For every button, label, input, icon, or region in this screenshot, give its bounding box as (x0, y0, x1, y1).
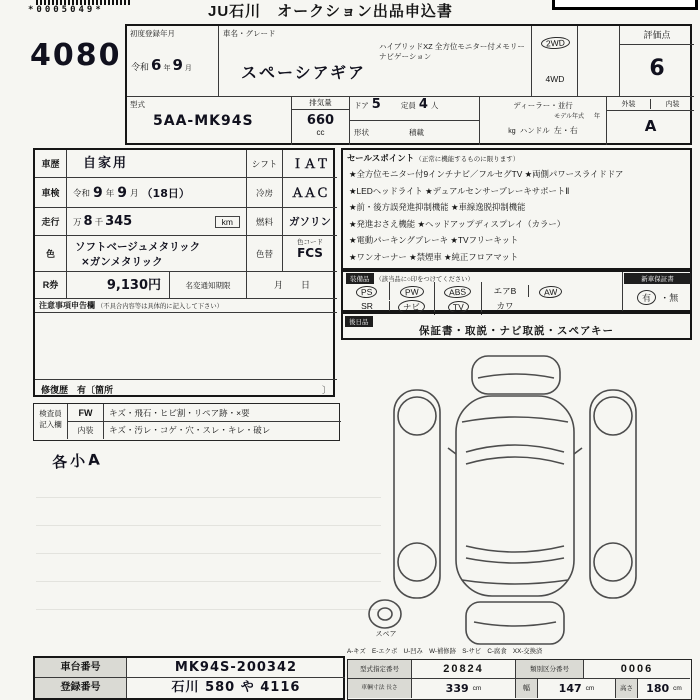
corner-box (552, 0, 698, 10)
handle-label: ハンドル (519, 126, 550, 135)
warranty-yes-selected: 有 (636, 290, 656, 306)
shape-label: 形状 (354, 128, 369, 137)
model-value: 5AA-MK94S (153, 113, 254, 129)
inspection-year-suffix: 年 (105, 187, 115, 198)
name-change-label: 名変通知期限 (170, 272, 247, 299)
equipment-label: 装備品 (346, 273, 374, 284)
chassis-label: 車台番号 (35, 658, 127, 678)
sales-point-item: ★発進おさえ機能 ★ヘッドアップディスプレイ（カラー） (349, 218, 566, 229)
notes-note: （不具合内容等は具体的に記入して下さい） (97, 303, 223, 310)
first-registration-cell (127, 26, 219, 97)
vehicle-info-table (33, 148, 335, 397)
width-unit: cm (585, 685, 595, 692)
mileage-man-value: 8 (83, 214, 93, 229)
mileage-value-cell (67, 208, 247, 236)
name-change-value: 月 日 (247, 272, 337, 299)
door-capacity-cell (350, 97, 480, 145)
top-table (125, 24, 692, 145)
capacity-value: 4 (418, 97, 428, 112)
color-code-cell (283, 236, 337, 272)
equipment-item-aw: AW (539, 285, 563, 298)
height-unit: cm (673, 685, 682, 692)
car-diagram (360, 350, 692, 648)
inspector-row2-text: キズ・汚レ・コゲ・穴・スレ・キレ・破レ (109, 425, 271, 435)
warranty-label: 新車保証書 (624, 273, 691, 284)
inspection-day: （18日） (141, 186, 190, 200)
sales-point-item: ★LEDヘッドライト ★デュアルセンサーブレーキサポートⅡ (349, 185, 570, 196)
door-value: 5 (371, 97, 381, 112)
mileage-label: 走行 (35, 208, 67, 236)
later-items-value: 保証書・取説・ナビ取説・スペアキー (418, 325, 615, 337)
mileage-man: 万 (73, 216, 82, 227)
registration-label: 登録番号 (35, 678, 127, 698)
inspection-month: 9 (117, 184, 128, 201)
sales-point-item: ★電動パーキングブレーキ ★TVフリーキット (349, 235, 519, 245)
front-view (472, 356, 560, 394)
model-label: 型式 (130, 100, 145, 109)
wheel (594, 543, 632, 581)
dealer-cell (480, 97, 607, 145)
first-registration-label: 初度登録年月 (130, 29, 175, 38)
handle-value: 左・右 (553, 126, 578, 135)
model-year-label: モデル年式 (554, 114, 584, 120)
color-change-label: 色替 (247, 236, 283, 272)
displacement-label: 排気量 (292, 97, 349, 110)
repair-history-close: 〕 (321, 385, 331, 395)
fuel-value: ガソリン (283, 208, 337, 236)
exterior-interior-cell (607, 97, 694, 145)
height-cell (638, 679, 690, 698)
repair-history-text: 修復歴 有〔箇所 (41, 385, 114, 395)
wheel (594, 397, 632, 435)
equipment-item-navi: ナビ (398, 299, 426, 314)
warranty-cell (622, 272, 692, 311)
year-suffix: 年 (163, 65, 171, 72)
type-number-label: 型式指定番号 (348, 660, 412, 679)
width-value: 147 (558, 682, 582, 695)
ruled-line (36, 553, 381, 554)
top-view (456, 396, 574, 596)
registration-month-value: 9 (172, 56, 183, 74)
later-items-box (341, 312, 692, 340)
score-label: 評価点 (620, 26, 694, 45)
era-label: 令和 (131, 62, 150, 72)
capacity-unit: 人 (430, 101, 439, 110)
displacement-cell (292, 97, 350, 145)
interior-label: 内装 (650, 99, 694, 109)
type-number-value: 20824 (412, 660, 516, 679)
car-name-cell (219, 26, 532, 97)
model-year-suffix: 年 (593, 114, 600, 120)
inspector-box (33, 403, 340, 441)
width-label: 幅 (516, 679, 538, 698)
sales-point-item: ★前・後方誤発進抑制機能 ★車線逸脱抑制機能 (349, 202, 526, 212)
equipment-item-sr: SR (345, 301, 390, 311)
spare-label: スペア (375, 631, 397, 638)
notes-label: 注意事項申告欄 (39, 301, 95, 310)
ruled-line (36, 609, 381, 610)
inspection-year: 9 (93, 184, 103, 201)
equipment-item-abs: ABS (444, 285, 472, 298)
ruled-line (36, 581, 381, 582)
inspection-value-cell (67, 178, 247, 208)
chassis-value: MK94S-200342 (127, 658, 345, 678)
spec-table (347, 659, 692, 700)
wheel (398, 397, 436, 435)
history-label: 車歴 (35, 150, 67, 178)
wheel (398, 543, 436, 581)
drive-2wd-selected: 2WD (540, 36, 569, 49)
inspector-row1-text: キズ・飛石・ヒビ割・リペア跡・×要 (104, 404, 341, 422)
color-value-cell (67, 236, 247, 272)
mileage-unit: km (215, 216, 240, 228)
car-name-value: スペーシアギア (241, 63, 367, 82)
model-cell (127, 97, 292, 145)
equipment-item-pw: PW (400, 285, 424, 298)
top-spacer-cell (578, 26, 620, 97)
load-label: 積載 (409, 128, 424, 137)
dims-length-label: 車輌寸法 長さ (348, 679, 412, 698)
page-title: JU石川 オークション出品申込書 (208, 3, 453, 20)
equipment-item-leather: カワ (496, 301, 514, 311)
color-line1: ソフトベージュメタリック (75, 241, 201, 253)
notes-body (35, 313, 337, 380)
spare-tire (369, 600, 401, 628)
dealer-label: ディーラー・並行 (513, 101, 573, 110)
cooling-value: ＡＡＣ (283, 178, 337, 208)
length-unit: cm (472, 685, 482, 692)
inspector-label: 検査員 記入欄 (34, 404, 68, 439)
height-value: 180 (646, 682, 670, 695)
damage-legend: A-キズ E-エクボ U-凹み W-補修跡 S-サビ C-腐食 XX-交換済 (347, 648, 543, 655)
height-label: 高さ (616, 679, 638, 698)
warranty-no: ・無 (660, 293, 679, 303)
fuel-label: 燃料 (247, 208, 283, 236)
history-value: 自家用 (67, 150, 247, 178)
displacement-value: 660 (306, 113, 335, 128)
registration-value: 石川 580 や 4116 (171, 680, 301, 695)
door-label: ドア (354, 101, 369, 110)
inspection-month-suffix: 月 (130, 187, 139, 198)
id-table (33, 656, 345, 700)
car-name-label: 車名・グレード (223, 29, 276, 38)
shift-value: ＩＡＴ (283, 150, 337, 178)
barcode-digits: *0005049* (28, 5, 104, 15)
equipment-item-airbag: エアB (482, 285, 529, 297)
right-side-view (590, 390, 636, 598)
sales-point-item: ★全方位モニター付9インチナビ／フルセグTV ★両側パワースライドドア (349, 169, 624, 179)
cooling-label: 冷房 (247, 178, 283, 208)
r-ticket-label: R券 (35, 272, 67, 299)
equipment-item-ps: PS (356, 285, 378, 298)
exterior-label: 外装 (621, 100, 636, 108)
drive-4wd: 4WD (545, 74, 565, 84)
sales-points-label: セールスポイント (347, 153, 415, 163)
color-code-value: FCS (297, 246, 323, 260)
exterior-interior-value: A (644, 117, 657, 135)
width-cell (538, 679, 616, 698)
left-side-view (394, 390, 440, 598)
inspector-row1-key: FW (68, 404, 104, 422)
repair-history-row (35, 380, 337, 399)
lot-number: 4080 (30, 38, 122, 73)
equipment-box (341, 270, 692, 312)
sales-points-box (341, 148, 692, 270)
inspector-row2-key: 内装 (68, 422, 104, 439)
inspection-era: 令和 (73, 187, 91, 198)
drive-type-cell (532, 26, 578, 97)
mileage-sen: 千 (94, 216, 104, 227)
registration-year-value: 6 (151, 56, 162, 74)
class-number-value: 0006 (584, 660, 690, 679)
sales-point-item: ★ワンオーナー ★禁煙車 ★純正フロアマット (349, 251, 519, 262)
shift-label: シフト (247, 150, 283, 178)
length-value: 339 (445, 682, 469, 695)
notes-header (35, 299, 337, 313)
equipment-item-tv: TV (447, 300, 468, 313)
handwritten-note: 各小A (51, 450, 104, 472)
length-cell (412, 679, 516, 698)
color-line2: ×ガンメタリック (81, 256, 163, 268)
displacement-unit: cc (316, 128, 325, 137)
class-number-label: 類別区分番号 (516, 660, 584, 679)
grade-value: ハイブリッドXZ 全方位モニター付メモリーナビゲーション (379, 42, 525, 61)
color-code-label: 色コード (297, 239, 323, 246)
ruled-line (36, 497, 381, 498)
mileage-value: 345 (105, 214, 133, 229)
sales-points-note: （正常に機能するものに限ります） (415, 155, 520, 163)
color-label: 色 (35, 236, 67, 272)
r-ticket-value: 9,130円 (67, 272, 170, 299)
kg-label: kg (508, 128, 516, 135)
score-value: 6 (649, 56, 665, 81)
equipment-note: （該当品に○印をつけてください） (375, 276, 474, 283)
month-suffix: 月 (184, 65, 192, 72)
inspection-label: 車検 (35, 178, 67, 208)
ruled-line (36, 525, 381, 526)
later-items-label: 後日品 (345, 316, 373, 327)
score-cell (620, 26, 694, 97)
capacity-label: 定員 (400, 101, 416, 110)
